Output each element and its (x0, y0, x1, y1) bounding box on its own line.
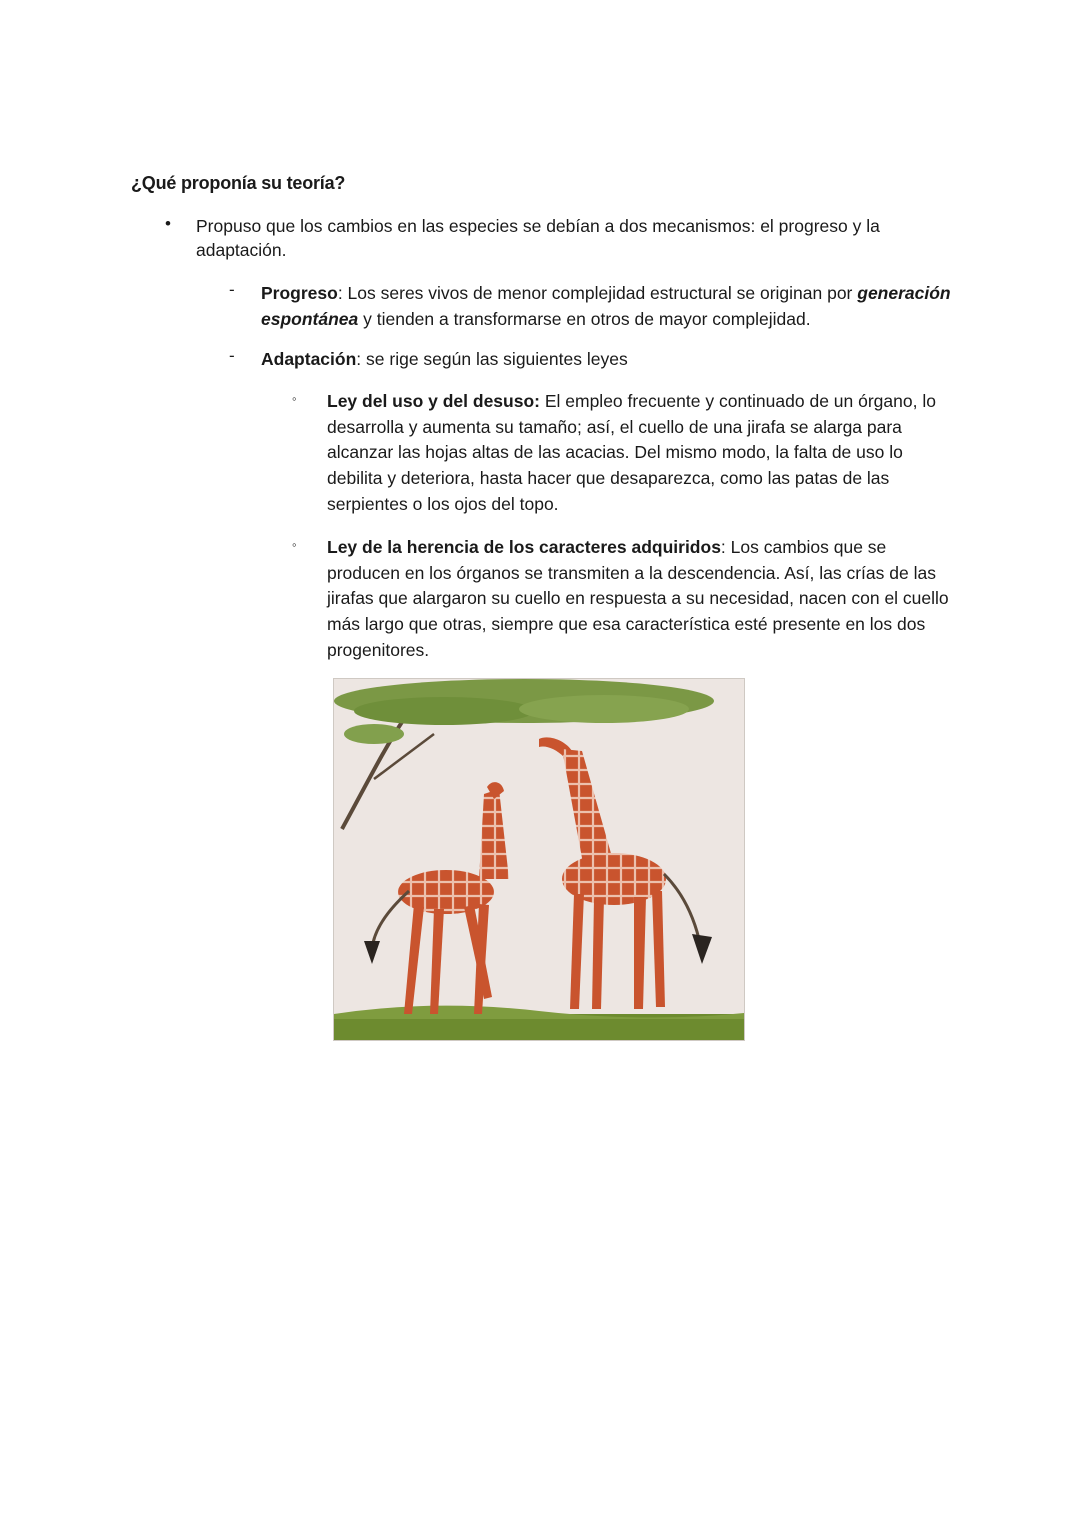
progreso-emphasis: generación espontánea (261, 283, 951, 329)
tree-canopy-lower (354, 697, 534, 725)
giraffe-illustration-svg (334, 679, 744, 1040)
dash-icon: - (229, 346, 235, 365)
adaptacion-text (261, 346, 961, 372)
tree-canopy-right (519, 695, 689, 723)
adaptacion-desc: : se rige según las siguientes leyes (356, 349, 628, 369)
giraffe-illustration (333, 678, 745, 1041)
circle-bullet-icon: ◦ (292, 391, 297, 406)
law-title: Ley del uso y del desuso: (327, 391, 540, 411)
bullet-text: Propuso que los cambios en las especies se debían a dos mecanismos: el progreso y la adaptación. (196, 216, 880, 260)
law-text (327, 535, 959, 664)
progreso-desc-b: y tienden a transformarse en otros de mayor complejidad. (358, 309, 811, 329)
bullet-icon: • (165, 214, 171, 233)
law-text (327, 389, 959, 518)
law-desc: El empleo frecuente y continuado de un órgano, lo desarrolla y aumenta su tamaño; así, el cuello de una jirafa se alarga para alcanzar las hojas altas de las acacias. Del mismo modo, la falta de uso lo debilita y deteriora, hasta hacer que desaparezca, como las patas de las serpientes o los ojos del topo. (327, 391, 936, 514)
progreso-term: Progreso (261, 283, 338, 303)
section-heading: ¿Qué proponía su teoría? (131, 173, 346, 193)
tree-leaf-cluster (344, 724, 404, 744)
adaptacion-term: Adaptación (261, 349, 357, 369)
progreso-desc-a: : Los seres vivos de menor complejidad estructural se originan por (337, 283, 858, 303)
law-desc: : Los cambios que se producen en los órganos se transmiten a la descendencia. Así, las crías de las jirafas que alargaron su cuello en respuesta a su necesidad, nacen con el cuello más largo que otras, siempre que esa característica esté presente en los dos progenitores. (327, 537, 949, 660)
dash-icon: - (229, 280, 235, 299)
law-title: Ley de la herencia de los caracteres adquiridos (327, 537, 721, 557)
progreso-text (261, 280, 961, 332)
circle-bullet-icon: ◦ (292, 537, 297, 552)
